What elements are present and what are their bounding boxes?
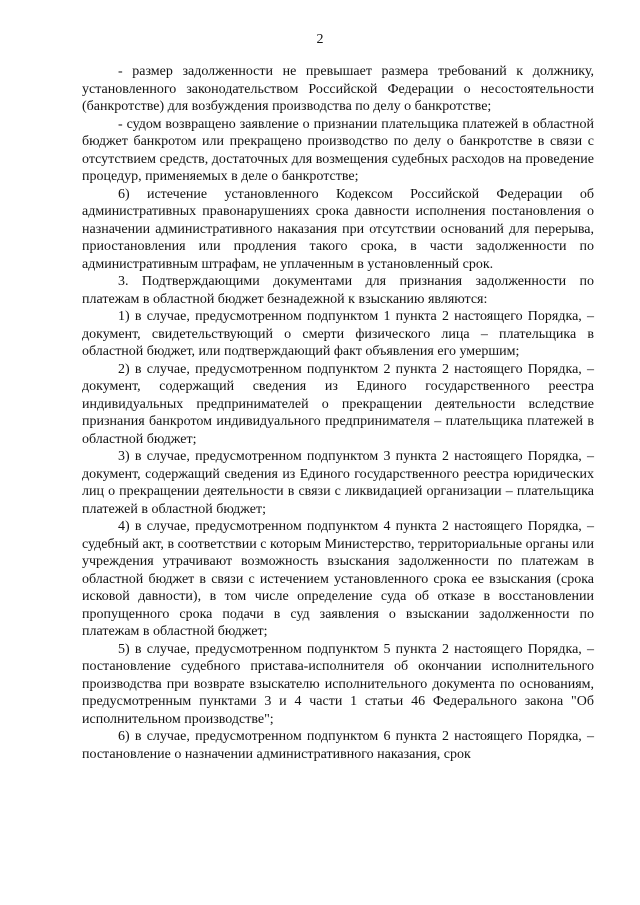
paragraph-debt-size: - размер задолженности не превышает размера требований к должнику, установленного законодательством Российской Федерации о несостоятельности (банкротстве) для возбуждения производства по делу о банкротстве; bbox=[82, 64, 594, 114]
document-body bbox=[82, 63, 594, 763]
paragraph-court-returned-claim: - судом возвращено заявление о признании плательщика платежей в областной бюджет банкротом или прекращено производство по делу о банкротстве в связи с отсутствием средств, достаточных для возмещения судебных расходов на проведение процедур, применяемых в деле о банкротстве; bbox=[82, 116, 594, 184]
page-number: 2 bbox=[316, 32, 324, 47]
paragraph-doc-5: 5) в случае, предусмотренном подпунктом 5 пункта 2 настоящего Порядка, – постановление судебного пристава-исполнителя об окончании исполнительного производства при возврате взыскателю исполнительного документа по основаниям, предусмотренным пунктами 3 и 4 части 1 статьи 46 Федерального закона "Об исполнительном производстве"; bbox=[82, 641, 594, 727]
paragraph-doc-3: 3) в случае, предусмотренном подпунктом 3 пункта 2 настоящего Порядка, – документ, содержащий сведения из Единого государственного реестра юридических лиц о прекращении деятельности в связи с ликвидацией организации – плательщика платежей в областной бюджет; bbox=[82, 449, 594, 517]
paragraph-doc-6: 6) в случае, предусмотренном подпунктом 6 пункта 2 настоящего Порядка, – постановление о назначении административного наказания, срок bbox=[82, 729, 594, 762]
paragraph-doc-1: 1) в случае, предусмотренном подпунктом 1 пункта 2 настоящего Порядка, – документ, свидетельствующий о смерти физического лица – плательщика в областной бюджет, или подтверждающий факт объявления его умершим; bbox=[82, 309, 594, 359]
paragraph-doc-4: 4) в случае, предусмотренном подпунктом 4 пункта 2 настоящего Порядка, – судебный акт, в соответствии с которым Министерство, территориальные органы или учреждения утрачивают возможность взыскания задолженности по платежам в областной бюджет в связи с истечением установленного срока ее взыскания (срока исковой давности), в том числе определение суда об отказе в восстановлении пропущенного срока подачи в суд заявления о взыскании задолженности по платежам в областной бюджет; bbox=[82, 519, 594, 639]
paragraph-item-6-limitation: 6) истечение установленного Кодексом Российской Федерации об административных правонарушениях срока давности исполнения постановления о назначении административного наказания при отсутствии оснований для перерыва, приостановления или продления такого срока, в части задолженности по административным штрафам, не уплаченным в установленный срок. bbox=[82, 186, 594, 272]
paragraph-section-3-heading: 3. Подтверждающими документами для признания задолженности по платежам в областной бюджет безнадежной к взысканию являются: bbox=[82, 274, 594, 307]
paragraph-doc-2: 2) в случае, предусмотренном подпунктом 2 пункта 2 настоящего Порядка, – документ, содержащий сведения из Единого государственного реестра индивидуальных предпринимателей о прекращении деятельности вследствие признания банкротом индивидуального предпринимателя – плательщика платежей в областной бюджет; bbox=[82, 361, 594, 447]
